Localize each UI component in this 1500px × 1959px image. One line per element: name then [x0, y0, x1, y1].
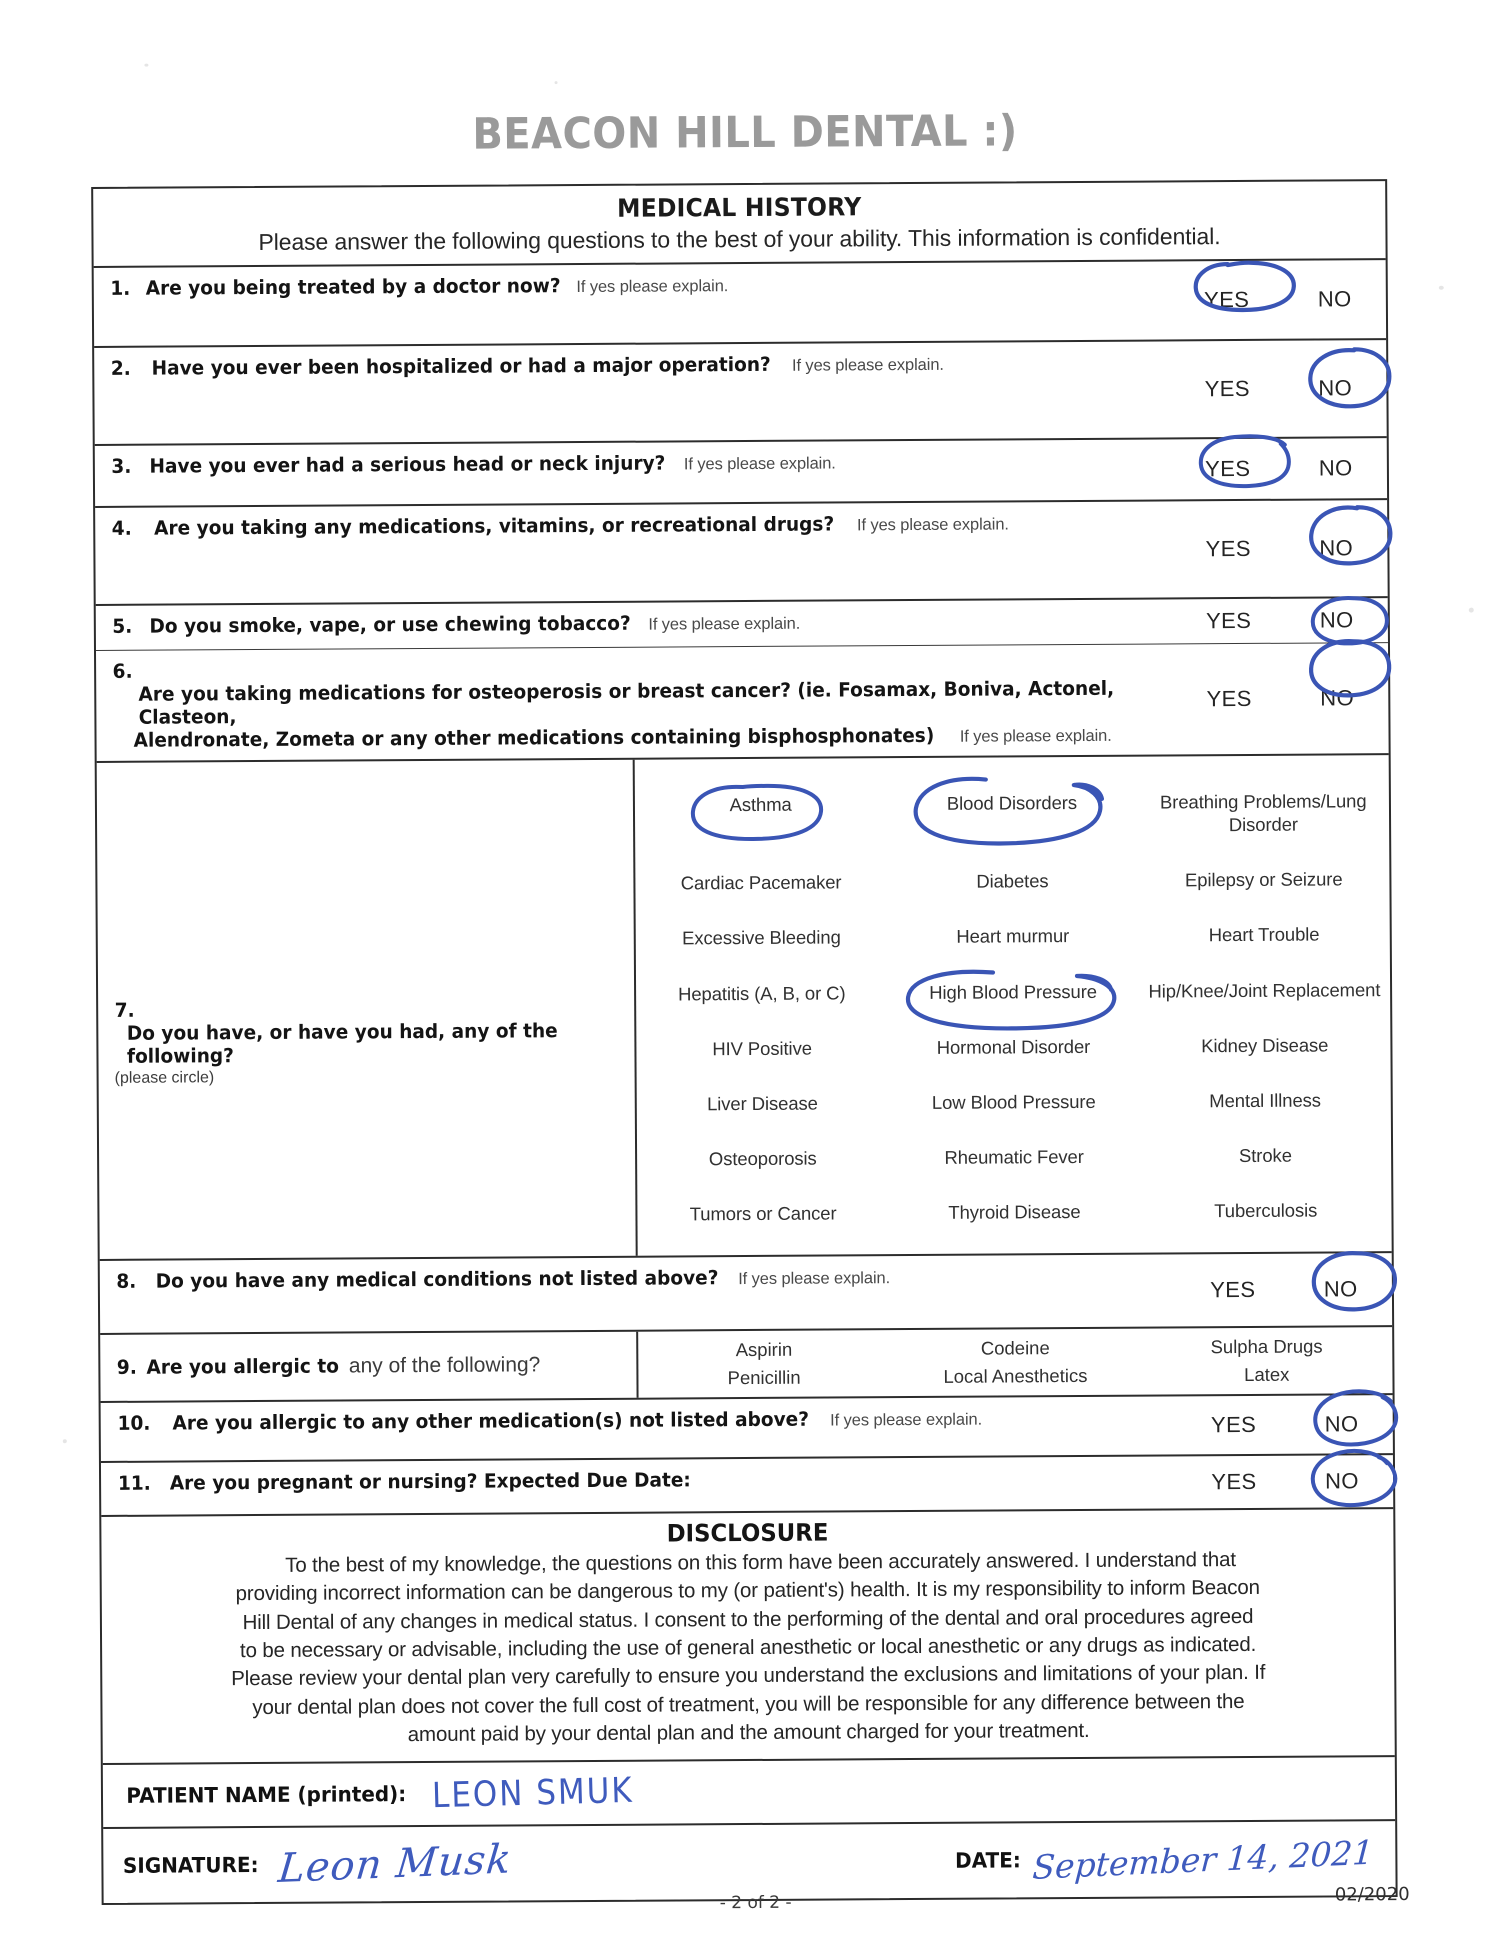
- question-5-note: If yes please explain.: [648, 614, 801, 634]
- condition-heart-murmur[interactable]: [887, 908, 1139, 965]
- question-5-no-option[interactable]: NO: [1319, 607, 1354, 633]
- question-10-answer-cell[interactable]: [1177, 1395, 1393, 1454]
- question-7-label: Do you have, or have you had, any of the following?: [126, 1019, 558, 1068]
- question-3-label: Have you ever had a serious head or neck injury?: [149, 451, 666, 478]
- allergen-penicillin[interactable]: Penicillin: [727, 1366, 801, 1389]
- question-5-yes-option[interactable]: YES: [1205, 607, 1252, 634]
- condition-tuberculosis[interactable]: [1140, 1182, 1392, 1239]
- scan-speck: [144, 64, 148, 67]
- question-2-no-option[interactable]: NO: [1318, 375, 1353, 401]
- condition-label: Hormonal Disorder: [936, 1035, 1091, 1058]
- form-subtitle: Please answer the following questions to the best of your ability. This information is confidential.: [258, 223, 1221, 255]
- condition-label: Thyroid Disease: [948, 1200, 1081, 1223]
- question-9-label-light: any of the following?: [348, 1353, 541, 1378]
- question-11-yes-option[interactable]: YES: [1211, 1469, 1257, 1495]
- disclosure-line: Hill Dental of any changes in medical status. I consent to the performing of the dental and oral procedures agreed: [242, 1604, 1254, 1634]
- question-6-answer-cell[interactable]: [1172, 643, 1389, 754]
- allergen-sulpha-drugs[interactable]: Sulpha Drugs: [1210, 1335, 1323, 1358]
- allergens-grid: [638, 1327, 1392, 1398]
- condition-label: Epilepsy or Seizure: [1184, 868, 1343, 891]
- medical-history-form: [91, 179, 1397, 1905]
- condition-label: Hepatitis (A, B, or C): [677, 981, 846, 1004]
- question-3-note: If yes please explain.: [683, 454, 836, 474]
- condition-label: Blood Disorders: [946, 791, 1078, 814]
- question-4-number: 4.: [111, 516, 132, 540]
- date-label: DATE:: [954, 1848, 1021, 1873]
- condition-label: Stroke: [1238, 1144, 1292, 1166]
- disclosure-line: to be necessary or advisable, including the use of general anesthetic or local anesthetic or any drugs as indicated.: [239, 1632, 1257, 1663]
- condition-osteoporosis[interactable]: [637, 1130, 889, 1187]
- question-row-3: [95, 438, 1387, 506]
- condition-label: Heart Trouble: [1208, 923, 1320, 946]
- question-2-label: Have you ever been hospitalized or had a major operation?: [151, 352, 772, 380]
- condition-hip-knee-joint-replacement[interactable]: [1139, 962, 1391, 1019]
- condition-rheumatic-fever[interactable]: [888, 1128, 1140, 1185]
- question-10-label: Are you allergic to any other medication(s) not listed above?: [172, 1407, 810, 1435]
- condition-label: Asthma: [729, 793, 792, 816]
- condition-excessive-bleeding[interactable]: [636, 910, 888, 967]
- practice-name: BEACON HILL DENTAL :): [472, 106, 1018, 160]
- conditions-grid: [635, 755, 1392, 1256]
- question-10-note: If yes please explain.: [830, 1410, 983, 1430]
- question-2-answer-cell[interactable]: [1170, 340, 1387, 437]
- condition-label: Excessive Bleeding: [682, 926, 841, 949]
- disclosure-section: [101, 1509, 1394, 1763]
- condition-label: Kidney Disease: [1201, 1034, 1329, 1056]
- condition-breathing-problems-lung-disorder[interactable]: [1137, 773, 1389, 853]
- question-11-no-option[interactable]: NO: [1324, 1468, 1359, 1494]
- question-8-label: Do you have any medical conditions not listed above?: [156, 1266, 719, 1293]
- question-8-number: 8.: [116, 1269, 137, 1294]
- condition-mental-illness[interactable]: [1139, 1072, 1391, 1129]
- date-value: September 14, 2021: [1031, 1832, 1375, 1887]
- question-5-text: [96, 599, 1172, 650]
- condition-epilepsy-or-seizure[interactable]: [1138, 851, 1390, 908]
- question-1-number: 1.: [110, 276, 131, 300]
- question-row-7: [97, 755, 1392, 1259]
- question-6-yes-option[interactable]: YES: [1206, 685, 1252, 712]
- question-7-number: 7.: [114, 998, 135, 1022]
- condition-stroke[interactable]: [1140, 1127, 1392, 1184]
- condition-label: Tuberculosis: [1214, 1199, 1318, 1222]
- disclosure-line: To the best of my knowledge, the questions on this form have been accurately answered. I understand that: [285, 1548, 1237, 1577]
- question-9-number: 9.: [116, 1355, 137, 1379]
- question-9-text: [116, 1353, 540, 1380]
- question-10-yes-option[interactable]: YES: [1210, 1412, 1257, 1438]
- patient-name-label: PATIENT NAME (printed):: [126, 1782, 407, 1808]
- question-6-note: If yes please explain.: [959, 726, 1112, 746]
- disclosure-line: your dental plan does not cover the full cost of treatment, you will be responsible for any difference between the: [252, 1689, 1245, 1719]
- question-4-note: If yes please explain.: [856, 515, 1009, 535]
- question-10-text: [101, 1397, 1177, 1462]
- condition-high-blood-pressure[interactable]: [887, 963, 1139, 1020]
- condition-hiv-positive[interactable]: [636, 1020, 888, 1077]
- question-8-yes-option[interactable]: YES: [1210, 1277, 1256, 1303]
- condition-label: HIV Positive: [712, 1037, 812, 1059]
- disclosure-line: amount paid by your dental plan and the amount charged for your treatment.: [407, 1718, 1090, 1746]
- condition-low-blood-pressure[interactable]: [888, 1073, 1140, 1130]
- scan-speck: [1469, 608, 1474, 613]
- question-row-4: [95, 500, 1388, 604]
- question-row-5: [96, 598, 1388, 650]
- question-1-answer-cell[interactable]: [1170, 260, 1386, 339]
- signature-value: Leon Musk: [275, 1836, 514, 1893]
- condition-label: Cardiac Pacemaker: [680, 871, 842, 894]
- question-8-answer-cell[interactable]: [1176, 1253, 1392, 1326]
- condition-hormonal-disorder[interactable]: [888, 1018, 1140, 1075]
- question-10-no-option[interactable]: NO: [1324, 1411, 1359, 1437]
- question-2-note: If yes please explain.: [791, 355, 944, 375]
- scan-speck: [63, 1439, 67, 1443]
- question-3-no-option[interactable]: NO: [1318, 455, 1353, 481]
- condition-heart-trouble[interactable]: [1138, 906, 1390, 963]
- question-11-answer-cell[interactable]: [1177, 1455, 1393, 1508]
- question-7-note: (please circle): [114, 1069, 215, 1087]
- question-6-label-line1: Are you taking medications for osteoperosis or breast cancer? (ie. Fosamax, Boniva, Actonel, Clasteon,: [138, 676, 1115, 729]
- disclosure-body: [128, 1545, 1369, 1751]
- question-5-number: 5.: [112, 614, 133, 638]
- condition-label: High Blood Pressure: [929, 980, 1098, 1003]
- question-9-label-bold: Are you allergic to: [146, 1354, 340, 1379]
- question-1-label: Are you being treated by a doctor now?: [146, 274, 562, 300]
- question-1-note: If yes please explain.: [576, 277, 729, 297]
- question-3-text: [95, 439, 1171, 506]
- condition-label: Breathing Problems/Lung Disorder: [1159, 790, 1367, 836]
- question-6-no-option[interactable]: NO: [1320, 685, 1355, 711]
- question-5-answer-cell[interactable]: [1172, 598, 1388, 643]
- signature-label: SIGNATURE:: [122, 1853, 259, 1878]
- condition-label: Hip/Knee/Joint Replacement: [1148, 978, 1381, 1002]
- condition-tumors-or-cancer[interactable]: [637, 1185, 889, 1242]
- question-3-yes-option[interactable]: YES: [1205, 455, 1251, 482]
- condition-blood-disorders[interactable]: [886, 775, 1138, 855]
- condition-hepatitis[interactable]: [636, 965, 888, 1022]
- question-1-yes-option[interactable]: YES: [1204, 286, 1250, 313]
- patient-name-row[interactable]: [103, 1757, 1395, 1827]
- page-number: - 2 of 2 -: [719, 1892, 792, 1914]
- scan-speck: [1439, 286, 1444, 290]
- question-11-text: [101, 1457, 1177, 1516]
- form-revision-date: 02/2020: [1334, 1883, 1410, 1906]
- form-title-band: [93, 181, 1385, 266]
- question-row-2: [94, 340, 1387, 444]
- question-2-number: 2.: [110, 356, 131, 380]
- condition-cardiac-pacemaker[interactable]: [635, 854, 887, 911]
- condition-label: Mental Illness: [1209, 1089, 1321, 1111]
- question-2-yes-option[interactable]: YES: [1204, 375, 1250, 402]
- condition-label: Tumors or Cancer: [689, 1202, 837, 1225]
- question-11-label: Are you pregnant or nursing? Expected Due Date:: [169, 1468, 691, 1495]
- question-8-no-option[interactable]: NO: [1323, 1276, 1358, 1302]
- question-row-8: [100, 1253, 1392, 1333]
- allergen-latex[interactable]: Latex: [1244, 1363, 1290, 1386]
- scan-speck: [555, 81, 558, 84]
- disclosure-line: Please review your dental plan very carefully to ensure you understand the exclusions and limitations of your plan. If: [231, 1661, 1266, 1691]
- question-2-text: [94, 341, 1171, 444]
- condition-label: Liver Disease: [706, 1092, 818, 1115]
- question-7-label-cell: [97, 760, 638, 1259]
- question-6-text: [96, 644, 1173, 761]
- question-9-label-cell: [100, 1332, 638, 1401]
- question-5-label: Do you smoke, vape, or use chewing tobacco?: [149, 611, 632, 638]
- condition-label: Heart murmur: [956, 925, 1070, 948]
- question-6-number: 6.: [112, 659, 133, 683]
- question-1-text: [94, 261, 1170, 346]
- question-1-no-option[interactable]: NO: [1317, 286, 1352, 312]
- question-4-answer-cell[interactable]: [1171, 500, 1388, 597]
- question-3-answer-cell[interactable]: [1171, 438, 1387, 499]
- question-6-label-line2: Alendronate, Zometa or any other medications containing bisphosphonates): [133, 723, 935, 752]
- condition-diabetes[interactable]: [887, 853, 1139, 910]
- question-row-6: [96, 643, 1389, 761]
- question-4-yes-option[interactable]: YES: [1205, 535, 1251, 562]
- condition-thyroid-disease[interactable]: [889, 1184, 1141, 1241]
- question-row-9: [100, 1327, 1392, 1401]
- question-4-label: Are you taking any medications, vitamins, or recreational drugs?: [154, 512, 835, 540]
- form-title: MEDICAL HISTORY: [617, 192, 862, 223]
- condition-label: Diabetes: [976, 870, 1049, 892]
- condition-asthma[interactable]: [635, 776, 887, 856]
- condition-label: Rheumatic Fever: [944, 1145, 1084, 1168]
- allergen-aspirin[interactable]: Aspirin: [735, 1338, 793, 1361]
- practice-header: [0, 103, 1495, 162]
- question-row-10: [101, 1395, 1393, 1461]
- question-8-note: If yes please explain.: [738, 1269, 891, 1289]
- question-4-text: [95, 501, 1172, 604]
- question-10-number: 10.: [117, 1411, 151, 1435]
- question-row-11: [101, 1455, 1393, 1515]
- question-8-text: [100, 1255, 1176, 1334]
- question-4-no-option[interactable]: NO: [1319, 535, 1354, 561]
- allergen-local-anesthetics[interactable]: Local Anesthetics: [943, 1365, 1088, 1387]
- condition-kidney-disease[interactable]: [1139, 1017, 1391, 1074]
- disclosure-title: DISCLOSURE: [666, 1518, 829, 1548]
- question-row-1: [94, 260, 1386, 346]
- condition-label: Osteoporosis: [708, 1147, 817, 1170]
- question-3-number: 3.: [111, 454, 132, 478]
- condition-liver-disease[interactable]: [637, 1075, 889, 1132]
- question-11-number: 11.: [117, 1471, 151, 1495]
- patient-name-value: LEON SMUK: [431, 1770, 634, 1817]
- disclosure-line: providing incorrect information can be dangerous to my (or patient's) health. It is my responsibility to inform Beacon: [235, 1576, 1260, 1606]
- question-7-text: [114, 996, 615, 1088]
- allergen-codeine[interactable]: Codeine: [980, 1337, 1050, 1359]
- condition-label: Low Blood Pressure: [931, 1090, 1096, 1113]
